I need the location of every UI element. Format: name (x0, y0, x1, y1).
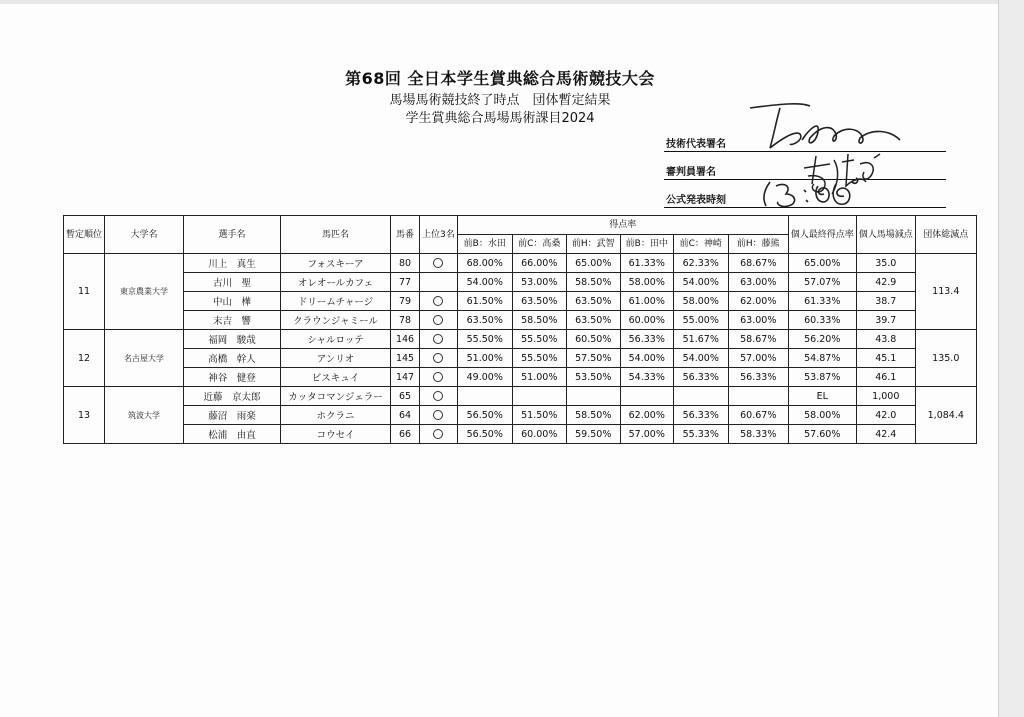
document-subtitle: 馬場馬術競技終了時点 団体暫定結果 (389, 93, 611, 108)
col-individual-final: 個人最終得点率 (788, 216, 856, 254)
number-cell: 147 (391, 368, 420, 387)
number-cell: 79 (391, 292, 420, 311)
penalty-cell: 38.7 (856, 292, 915, 311)
rider-cell: 松浦 由直 (184, 425, 281, 444)
penalty-cell: 45.1 (856, 349, 915, 368)
top3-cell (420, 273, 458, 292)
score-cell: 57.00% (620, 425, 673, 444)
rank-cell: 13 (64, 387, 105, 444)
penalty-cell: 1,000 (856, 387, 915, 406)
top3-circle-icon (433, 410, 443, 420)
horse-cell: アンリオ (281, 349, 391, 368)
rider-cell: 古川 聖 (184, 273, 281, 292)
table-header-row (64, 216, 977, 235)
table-row (64, 425, 977, 444)
col-team-penalty: 団体総減点 (915, 216, 976, 254)
score-cell: 55.00% (673, 311, 728, 330)
top3-cell (420, 349, 458, 368)
score-cell: 56.33% (673, 406, 728, 425)
col-number: 馬番 (391, 216, 420, 254)
score-cell: 54.00% (620, 349, 673, 368)
technical-delegate-label: 技術代表署名 (666, 139, 726, 150)
score-cell: 55.33% (673, 425, 728, 444)
university-cell: 名古屋大学 (105, 330, 184, 387)
score-cell: 56.50% (457, 425, 512, 444)
score-cell: 58.00% (620, 273, 673, 292)
score-cell (673, 387, 728, 406)
score-cell (566, 387, 620, 406)
penalty-cell: 42.0 (856, 406, 915, 425)
horse-cell: シャルロッテ (281, 330, 391, 349)
col-score-rate: 得点率 (457, 216, 788, 235)
score-cell: 55.50% (512, 349, 566, 368)
top3-cell (420, 368, 458, 387)
horse-cell: フォスキーア (281, 254, 391, 273)
team-total-cell: 135.0 (915, 330, 976, 387)
number-cell: 78 (391, 311, 420, 330)
judge-label: 審判員署名 (666, 167, 716, 178)
number-cell: 66 (391, 425, 420, 444)
score-cell: 62.00% (728, 292, 788, 311)
university-cell: 筑波大学 (105, 387, 184, 444)
document-title: 第68回 全日本学生賞典総合馬術競技大会 (345, 69, 655, 88)
score-cell: 53.00% (512, 273, 566, 292)
top3-circle-icon (433, 372, 443, 382)
team-total-cell: 1,084.4 (915, 387, 976, 444)
top3-circle-icon (433, 334, 443, 344)
table-row (64, 349, 977, 368)
score-cell: 61.50% (457, 292, 512, 311)
score-cell (457, 387, 512, 406)
rider-cell: 高橋 幹人 (184, 349, 281, 368)
score-cell: 58.33% (728, 425, 788, 444)
rider-cell: 神谷 健登 (184, 368, 281, 387)
results-table (63, 215, 977, 444)
horse-cell: ホクラニ (281, 406, 391, 425)
number-cell: 64 (391, 406, 420, 425)
top3-cell (420, 406, 458, 425)
score-cell: 55.50% (457, 330, 512, 349)
score-cell: 63.50% (566, 292, 620, 311)
number-cell: 146 (391, 330, 420, 349)
final-cell: 61.33% (788, 292, 856, 311)
handwritten-announcement-time (756, 176, 866, 216)
university-cell: 東京農業大学 (105, 254, 184, 330)
score-cell: 58.67% (728, 330, 788, 349)
final-cell: 57.60% (788, 425, 856, 444)
col-judge: 前B：水田 (457, 235, 512, 254)
col-individual-penalty: 個人馬場減点 (856, 216, 915, 254)
table-row (64, 330, 977, 349)
col-horse: 馬匹名 (281, 216, 391, 254)
score-cell: 63.00% (728, 311, 788, 330)
final-cell: EL (788, 387, 856, 406)
final-cell: 60.33% (788, 311, 856, 330)
score-cell: 63.50% (512, 292, 566, 311)
score-cell: 51.00% (512, 368, 566, 387)
final-cell: 65.00% (788, 254, 856, 273)
col-judge: 前H：武智 (566, 235, 620, 254)
score-cell: 58.50% (566, 273, 620, 292)
number-cell: 65 (391, 387, 420, 406)
score-cell: 57.00% (728, 349, 788, 368)
penalty-cell: 46.1 (856, 368, 915, 387)
table-row (64, 387, 977, 406)
score-cell: 53.50% (566, 368, 620, 387)
number-cell: 77 (391, 273, 420, 292)
horse-cell: ビスキュイ (281, 368, 391, 387)
table-row (64, 292, 977, 311)
document-subject: 学生賞典総合馬場馬術課目2024 (405, 111, 595, 126)
score-cell: 59.50% (566, 425, 620, 444)
score-cell: 54.00% (673, 349, 728, 368)
penalty-cell: 43.8 (856, 330, 915, 349)
table-row (64, 254, 977, 273)
rank-cell: 11 (64, 254, 105, 330)
score-cell: 49.00% (457, 368, 512, 387)
score-cell: 63.50% (566, 311, 620, 330)
col-judge: 前B：田中 (620, 235, 673, 254)
score-cell: 51.67% (673, 330, 728, 349)
penalty-cell: 35.0 (856, 254, 915, 273)
number-cell: 80 (391, 254, 420, 273)
rider-cell: 中山 樺 (184, 292, 281, 311)
horse-cell: ドリームチャージ (281, 292, 391, 311)
rider-cell: 福岡 駿哉 (184, 330, 281, 349)
rider-cell: 末吉 響 (184, 311, 281, 330)
score-cell (728, 387, 788, 406)
score-cell: 54.00% (457, 273, 512, 292)
top3-cell (420, 387, 458, 406)
rider-cell: 近藤 京太郎 (184, 387, 281, 406)
score-cell: 54.33% (620, 368, 673, 387)
score-cell: 58.00% (673, 292, 728, 311)
score-cell: 62.33% (673, 254, 728, 273)
penalty-cell: 39.7 (856, 311, 915, 330)
number-cell: 145 (391, 349, 420, 368)
score-cell: 61.00% (620, 292, 673, 311)
final-cell: 53.87% (788, 368, 856, 387)
score-cell: 60.50% (566, 330, 620, 349)
horse-cell: コウセイ (281, 425, 391, 444)
scan-edge-right (998, 0, 1024, 717)
top3-cell (420, 311, 458, 330)
horse-cell: クラウンジャミール (281, 311, 391, 330)
col-university: 大学名 (105, 216, 184, 254)
table-row (64, 311, 977, 330)
score-cell: 51.00% (457, 349, 512, 368)
top3-circle-icon (433, 315, 443, 325)
score-cell (620, 387, 673, 406)
score-cell: 60.00% (512, 425, 566, 444)
top3-circle-icon (433, 353, 443, 363)
score-cell: 56.50% (457, 406, 512, 425)
score-cell: 54.00% (673, 273, 728, 292)
top3-circle-icon (433, 429, 443, 439)
final-cell: 58.00% (788, 406, 856, 425)
score-cell: 68.67% (728, 254, 788, 273)
score-cell: 68.00% (457, 254, 512, 273)
score-cell: 63.00% (728, 273, 788, 292)
final-cell: 57.07% (788, 273, 856, 292)
table-row (64, 406, 977, 425)
score-cell: 58.50% (512, 311, 566, 330)
final-cell: 56.20% (788, 330, 856, 349)
announcement-time-label: 公式発表時刻 (666, 195, 726, 206)
score-cell: 56.33% (728, 368, 788, 387)
col-judge: 前C：高桑 (512, 235, 566, 254)
score-cell: 56.33% (673, 368, 728, 387)
score-cell: 60.00% (620, 311, 673, 330)
horse-cell: カッタコマンジェラー (281, 387, 391, 406)
score-cell: 58.50% (566, 406, 620, 425)
scan-edge-top (0, 0, 1024, 4)
top3-cell (420, 292, 458, 311)
top3-circle-icon (433, 296, 443, 306)
col-top3: 上位3名 (420, 216, 458, 254)
rank-cell: 12 (64, 330, 105, 387)
rider-cell: 川上 真生 (184, 254, 281, 273)
score-cell: 63.50% (457, 311, 512, 330)
score-cell: 66.00% (512, 254, 566, 273)
col-rider: 選手名 (184, 216, 281, 254)
col-judge: 前C：神崎 (673, 235, 728, 254)
rider-cell: 藤沼 雨楽 (184, 406, 281, 425)
score-cell: 56.33% (620, 330, 673, 349)
top3-circle-icon (433, 258, 443, 268)
top3-circle-icon (433, 391, 443, 401)
col-judge: 前H：藤熊 (728, 235, 788, 254)
penalty-cell: 42.9 (856, 273, 915, 292)
top3-cell (420, 330, 458, 349)
horse-cell: オレオールカフェ (281, 273, 391, 292)
table-row (64, 368, 977, 387)
top3-cell (420, 425, 458, 444)
score-cell: 65.00% (566, 254, 620, 273)
team-total-cell: 113.4 (915, 254, 976, 330)
penalty-cell: 42.4 (856, 425, 915, 444)
score-cell: 61.33% (620, 254, 673, 273)
score-cell: 62.00% (620, 406, 673, 425)
score-cell: 60.67% (728, 406, 788, 425)
table-row (64, 273, 977, 292)
score-cell (512, 387, 566, 406)
score-cell: 57.50% (566, 349, 620, 368)
col-rank: 暫定順位 (64, 216, 105, 254)
score-cell: 51.50% (512, 406, 566, 425)
final-cell: 54.87% (788, 349, 856, 368)
top3-cell (420, 254, 458, 273)
score-cell: 55.50% (512, 330, 566, 349)
